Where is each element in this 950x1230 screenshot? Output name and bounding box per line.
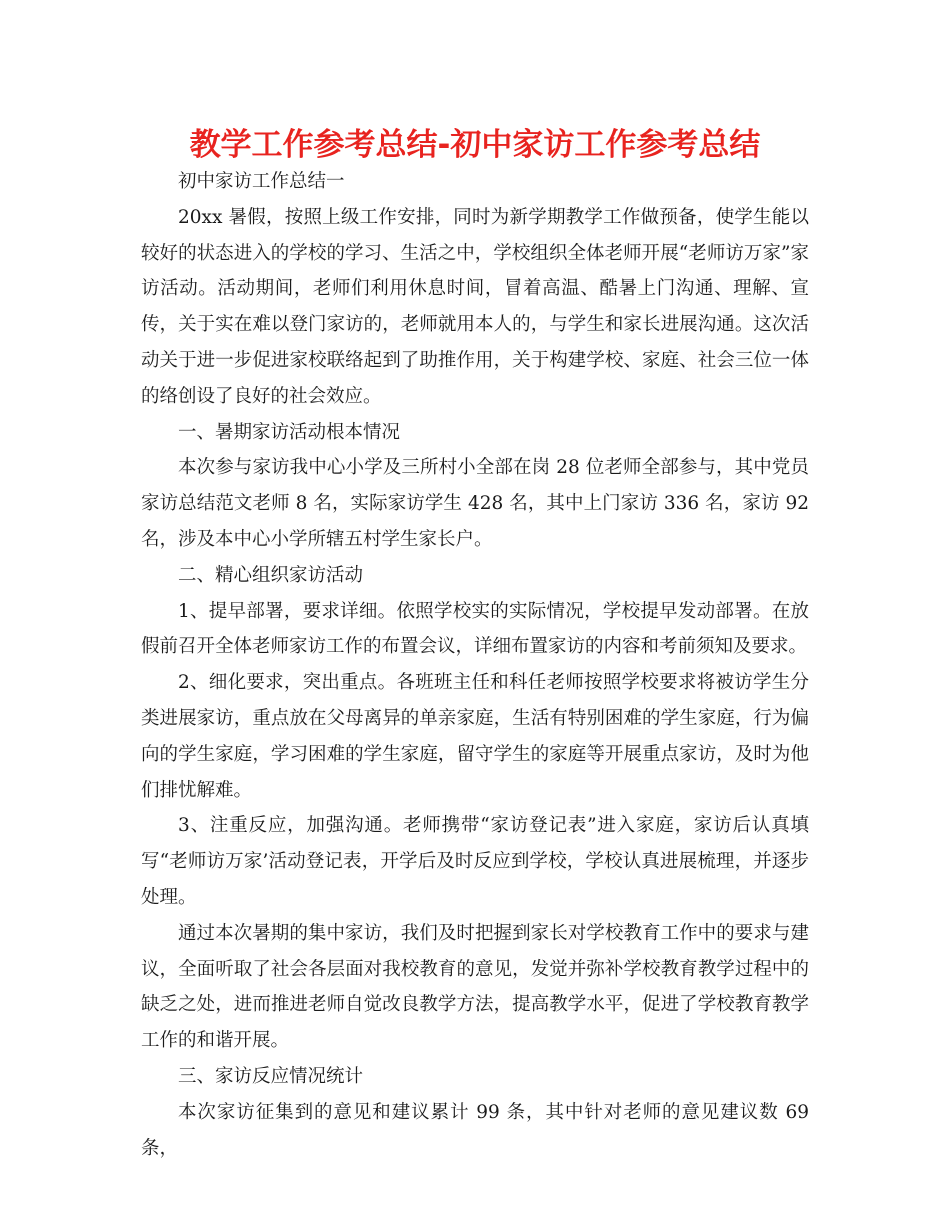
- section-heading: 二、精心组织家访活动: [178, 564, 364, 586]
- paragraph: 本次参与家访我中心小学及三所村小全部在岗 28 位老师全部参与，其中党员家访总结范文老师 8 名，实际家访学生 428 名，其中上门家访 336 名，家访 92 名，涉及本中心小学所辖五村学生家长户。: [141, 457, 809, 550]
- paragraph: 2、细化要求，突出重点。各班班主任和科任老师按照学校要求将被访学生分类进展家访，重点放在父母离异的单亲家庭，生活有特别困难的学生家庭，行为偏向的学生家庭，学习困难的学生家庭，留守学生的家庭等开展重点家访，及时为他们排忧解难。: [141, 672, 809, 801]
- section-heading: 三、家访反应情况统计: [178, 1065, 364, 1087]
- paragraph: 20xx 暑假，按照上级工作安排，同时为新学期教学工作做预备，使学生能以较好的状态进入的学校的学习、生活之中，学校组织全体老师开展“老师访万家”家访活动。活动期间，老师们利用休息时间，冒着高温、酷暑上门沟通、理解、宣传，关于实在难以登门家访的，老师就用本人的，与学生和家长进展沟通。这次活动关于进一步促进家校联络起到了助推作用，关于构建学校、家庭、社会三位一体的络创设了良好的社会效应。: [141, 206, 809, 407]
- section-heading: 初中家访工作总结一: [178, 171, 345, 192]
- document-body: [141, 164, 809, 1166]
- paragraph: 1、提早部署，要求详细。依照学校实的实际情况，学校提早发动部署。在放假前召开全体老师家访工作的布置会议，详细布置家访的内容和考前须知及要求。: [141, 600, 809, 658]
- paragraph: 通过本次暑期的集中家访，我们及时把握到家长对学校教育工作中的要求与建议，全面听取了社会各层面对我校教育的意见，发觉并弥补学校教育教学过程中的缺乏之处，进而推进老师自觉改良教学方法，提高教学水平，促进了学校教育教学工作的和谐开展。: [141, 922, 809, 1052]
- document-title: 教学工作参考总结-初中家访工作参考总结: [189, 127, 761, 163]
- section-heading: 一、暑期家访活动根本情况: [178, 421, 401, 443]
- paragraph: 本次家访征集到的意见和建议累计 99 条，其中针对老师的意见建议数 69 条，: [141, 1101, 809, 1159]
- paragraph: 3、注重反应，加强沟通。老师携带“家访登记表”进入家庭，家访后认真填写“老师访万家’活动登记表，开学后及时反应到学校，学校认真进展梳理，并逐步处理。: [141, 815, 809, 908]
